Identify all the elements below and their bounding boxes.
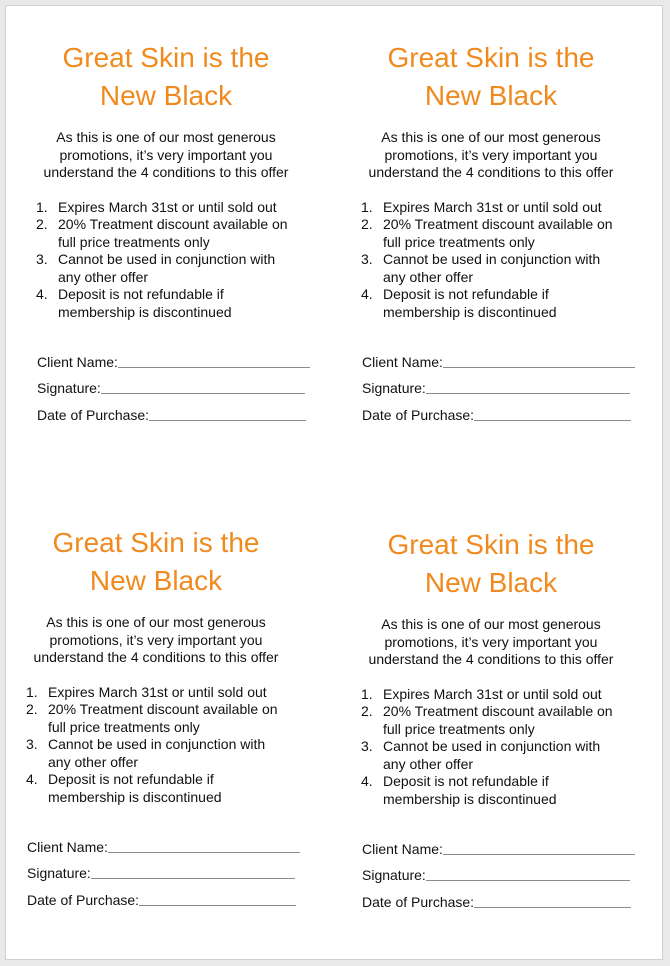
intro-line: understand the 4 conditions to this offer <box>33 649 279 665</box>
condition-item <box>36 199 316 217</box>
date-of-purchase-label: Date of Purchase: <box>362 406 475 423</box>
intro-line: promotions, it’s very important you <box>384 146 598 163</box>
intro-text <box>6 614 306 667</box>
card-title <box>16 39 316 115</box>
condition-text: Expires March 31st or until sold out <box>48 683 267 700</box>
condition-text: Deposit is not refundable if membership is discontinued <box>48 771 222 805</box>
intro-line: understand the 4 conditions to this offer <box>43 164 289 180</box>
condition-text: 20% Treatment discount available on full price treatments only <box>58 216 288 250</box>
intro-text <box>341 129 641 182</box>
signature-label: Signature: <box>27 865 91 881</box>
condition-text: 20% Treatment discount available on full price treatments only <box>48 701 278 735</box>
client-name-line[interactable] <box>118 355 310 368</box>
condition-number: 2. <box>36 216 48 232</box>
condition-number: 4. <box>26 771 38 787</box>
client-name-line[interactable] <box>443 355 635 368</box>
condition-number: 4. <box>361 286 373 302</box>
promo-card <box>16 39 316 423</box>
intro-line: As this is one of our most generous <box>381 129 601 145</box>
intro-line: As this is one of our most generous <box>56 129 276 145</box>
client-name-field[interactable] <box>37 343 313 370</box>
condition-text: Deposit is not refundable if membership is discontinued <box>383 286 557 320</box>
intro-line: promotions, it’s very important you <box>384 633 598 650</box>
date-of-purchase-line[interactable] <box>474 895 631 908</box>
card-title <box>341 39 641 115</box>
condition-text: Cannot be used in conjunction with any other offer <box>58 251 276 285</box>
client-name-field[interactable] <box>27 828 303 855</box>
promo-card <box>6 524 306 908</box>
date-of-purchase-line[interactable] <box>474 408 631 421</box>
condition-item <box>361 703 641 738</box>
signature-field[interactable] <box>362 370 638 397</box>
title-line: New Black <box>424 567 558 598</box>
signature-line[interactable] <box>101 381 305 394</box>
condition-number: 3. <box>26 736 38 752</box>
condition-number: 3. <box>361 251 373 267</box>
signature-label: Signature: <box>362 867 426 883</box>
client-name-line[interactable] <box>443 842 635 855</box>
title-line: New Black <box>99 80 233 111</box>
condition-number: 4. <box>361 773 373 789</box>
condition-item <box>26 684 306 702</box>
condition-text: Expires March 31st or until sold out <box>383 198 602 215</box>
promo-card <box>341 526 641 910</box>
condition-text: Deposit is not refundable if membership is discontinued <box>383 773 557 807</box>
client-name-label: Client Name: <box>37 353 118 370</box>
client-name-line[interactable] <box>108 840 300 853</box>
condition-text: Cannot be used in conjunction with any other offer <box>48 736 266 770</box>
date-of-purchase-field[interactable] <box>37 396 313 423</box>
condition-text: Cannot be used in conjunction with any other offer <box>383 251 601 285</box>
condition-item <box>361 773 641 808</box>
signature-label: Signature: <box>37 380 101 396</box>
date-of-purchase-line[interactable] <box>139 893 296 906</box>
condition-number: 1. <box>26 683 38 700</box>
card-title <box>6 524 306 600</box>
condition-text: Expires March 31st or until sold out <box>58 198 277 215</box>
condition-number: 2. <box>361 703 373 719</box>
title-line: New Black <box>424 80 558 111</box>
date-of-purchase-label: Date of Purchase: <box>362 893 475 910</box>
intro-line: promotions, it’s very important you <box>59 146 273 163</box>
signature-field[interactable] <box>27 855 303 882</box>
document-page <box>5 5 663 960</box>
client-name-label: Client Name: <box>362 840 443 857</box>
title-line: Great Skin is the <box>52 527 260 558</box>
signature-fields <box>37 343 313 423</box>
title-line: Great Skin is the <box>387 529 595 560</box>
signature-label: Signature: <box>362 380 426 396</box>
date-of-purchase-label: Date of Purchase: <box>37 406 150 423</box>
condition-number: 1. <box>361 685 373 702</box>
condition-item <box>26 771 306 806</box>
date-of-purchase-field[interactable] <box>362 396 638 423</box>
condition-text: 20% Treatment discount available on full price treatments only <box>383 703 613 737</box>
condition-number: 2. <box>361 216 373 232</box>
condition-number: 3. <box>361 738 373 754</box>
condition-item <box>361 216 641 251</box>
title-line: Great Skin is the <box>62 42 270 73</box>
intro-line: As this is one of our most generous <box>46 614 266 630</box>
condition-text: Cannot be used in conjunction with any other offer <box>383 738 601 772</box>
condition-text: Expires March 31st or until sold out <box>383 685 602 702</box>
condition-item <box>36 216 316 251</box>
signature-fields <box>27 828 303 908</box>
signature-line[interactable] <box>426 381 630 394</box>
condition-item <box>36 251 316 286</box>
condition-number: 1. <box>36 198 48 215</box>
intro-line: As this is one of our most generous <box>381 616 601 632</box>
conditions-list <box>361 199 641 322</box>
date-of-purchase-field[interactable] <box>27 881 303 908</box>
condition-item <box>361 686 641 704</box>
signature-fields <box>362 343 638 423</box>
card-title <box>341 526 641 602</box>
title-line: Great Skin is the <box>387 42 595 73</box>
condition-number: 2. <box>26 701 38 717</box>
intro-line: understand the 4 conditions to this offer <box>368 164 614 180</box>
condition-text: 20% Treatment discount available on full price treatments only <box>383 216 613 250</box>
intro-line: promotions, it’s very important you <box>49 631 263 648</box>
conditions-list <box>36 199 316 322</box>
intro-line: understand the 4 conditions to this offer <box>368 651 614 667</box>
conditions-list <box>26 684 306 807</box>
condition-item <box>26 736 306 771</box>
date-of-purchase-label: Date of Purchase: <box>27 891 140 908</box>
client-name-label: Client Name: <box>27 838 108 855</box>
intro-text <box>16 129 316 182</box>
client-name-field[interactable] <box>362 343 638 370</box>
condition-item <box>26 701 306 736</box>
date-of-purchase-line[interactable] <box>149 408 306 421</box>
condition-item <box>361 199 641 217</box>
signature-fields <box>362 830 638 910</box>
signature-field[interactable] <box>362 857 638 884</box>
condition-number: 1. <box>361 198 373 215</box>
title-line: New Black <box>89 565 223 596</box>
promo-card <box>341 39 641 423</box>
condition-text: Deposit is not refundable if membership is discontinued <box>58 286 232 320</box>
condition-item <box>36 286 316 321</box>
client-name-field[interactable] <box>362 830 638 857</box>
client-name-label: Client Name: <box>362 353 443 370</box>
signature-line[interactable] <box>426 868 630 881</box>
intro-text <box>341 616 641 669</box>
condition-item <box>361 738 641 773</box>
signature-field[interactable] <box>37 370 313 397</box>
condition-item <box>361 251 641 286</box>
condition-item <box>361 286 641 321</box>
condition-number: 4. <box>36 286 48 302</box>
conditions-list <box>361 686 641 809</box>
condition-number: 3. <box>36 251 48 267</box>
signature-line[interactable] <box>91 866 295 879</box>
date-of-purchase-field[interactable] <box>362 883 638 910</box>
